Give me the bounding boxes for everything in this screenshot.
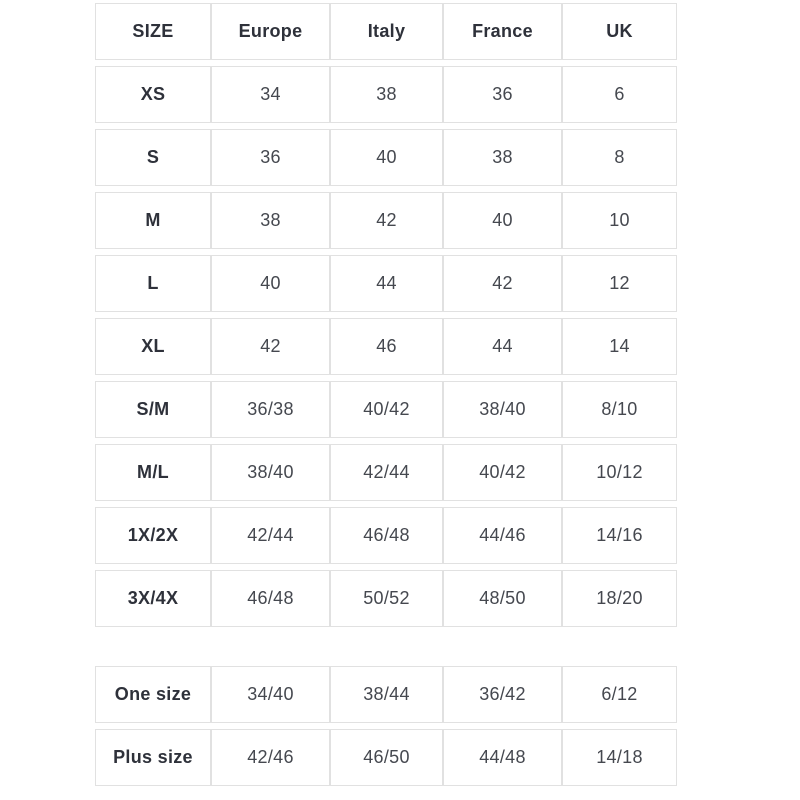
table-cell: 42/44 [330, 444, 443, 501]
row-label-cell: XL [95, 318, 211, 375]
table-cell: 44/48 [443, 729, 562, 786]
table-cell: 14/18 [562, 729, 677, 786]
table-row-m-l [95, 444, 677, 501]
table-row-m [95, 192, 677, 249]
table-cell: 6 [562, 66, 677, 123]
table-cell: 42/44 [211, 507, 330, 564]
table-row-3x-4x [95, 570, 677, 627]
row-label-cell: S [95, 129, 211, 186]
table-cell: 46 [330, 318, 443, 375]
size-conversion-table [95, 0, 677, 633]
table-cell: 8 [562, 129, 677, 186]
row-label-cell: L [95, 255, 211, 312]
table-cell: 10 [562, 192, 677, 249]
column-header-uk: UK [562, 3, 677, 60]
row-label-cell: M [95, 192, 211, 249]
table-cell: 8/10 [562, 381, 677, 438]
table-cell: 36 [443, 66, 562, 123]
row-label-cell: 1X/2X [95, 507, 211, 564]
table-row-one-size [95, 666, 677, 723]
table-row-1x-2x [95, 507, 677, 564]
table-cell: 14/16 [562, 507, 677, 564]
table-row-l [95, 255, 677, 312]
table-cell: 40 [211, 255, 330, 312]
table-cell: 18/20 [562, 570, 677, 627]
table-cell: 6/12 [562, 666, 677, 723]
table-cell: 12 [562, 255, 677, 312]
table-cell: 46/48 [211, 570, 330, 627]
column-header-europe: Europe [211, 3, 330, 60]
table-row-s-m [95, 381, 677, 438]
table-row-xl [95, 318, 677, 375]
table-cell: 14 [562, 318, 677, 375]
table-cell: 40 [330, 129, 443, 186]
column-header-italy: Italy [330, 3, 443, 60]
header-row [95, 3, 677, 60]
table-cell: 38/40 [211, 444, 330, 501]
table-row-s [95, 129, 677, 186]
table-cell: 44 [330, 255, 443, 312]
table-cell: 42/46 [211, 729, 330, 786]
table-cell: 42 [330, 192, 443, 249]
table-cell: 40/42 [443, 444, 562, 501]
special-sizes-table [95, 660, 677, 792]
table-cell: 10/12 [562, 444, 677, 501]
table-cell: 40/42 [330, 381, 443, 438]
row-label-cell: M/L [95, 444, 211, 501]
table-cell: 36/38 [211, 381, 330, 438]
row-label-cell: One size [95, 666, 211, 723]
table-cell: 48/50 [443, 570, 562, 627]
table-cell: 36 [211, 129, 330, 186]
row-label-cell: 3X/4X [95, 570, 211, 627]
row-label-cell: S/M [95, 381, 211, 438]
table-cell: 50/52 [330, 570, 443, 627]
column-header-size: SIZE [95, 3, 211, 60]
table-row-xs [95, 66, 677, 123]
table-cell: 38/44 [330, 666, 443, 723]
row-label-cell: XS [95, 66, 211, 123]
row-label-cell: Plus size [95, 729, 211, 786]
table-cell: 42 [211, 318, 330, 375]
table-cell: 38 [330, 66, 443, 123]
table-cell: 38/40 [443, 381, 562, 438]
table-cell: 40 [443, 192, 562, 249]
table-cell: 36/42 [443, 666, 562, 723]
table-cell: 44/46 [443, 507, 562, 564]
table-cell: 42 [443, 255, 562, 312]
table-cell: 38 [211, 192, 330, 249]
table-cell: 46/48 [330, 507, 443, 564]
table-cell: 34 [211, 66, 330, 123]
column-header-france: France [443, 3, 562, 60]
table-cell: 38 [443, 129, 562, 186]
table-cell: 46/50 [330, 729, 443, 786]
table-cell: 34/40 [211, 666, 330, 723]
table-row-plus-size [95, 729, 677, 786]
table-cell: 44 [443, 318, 562, 375]
